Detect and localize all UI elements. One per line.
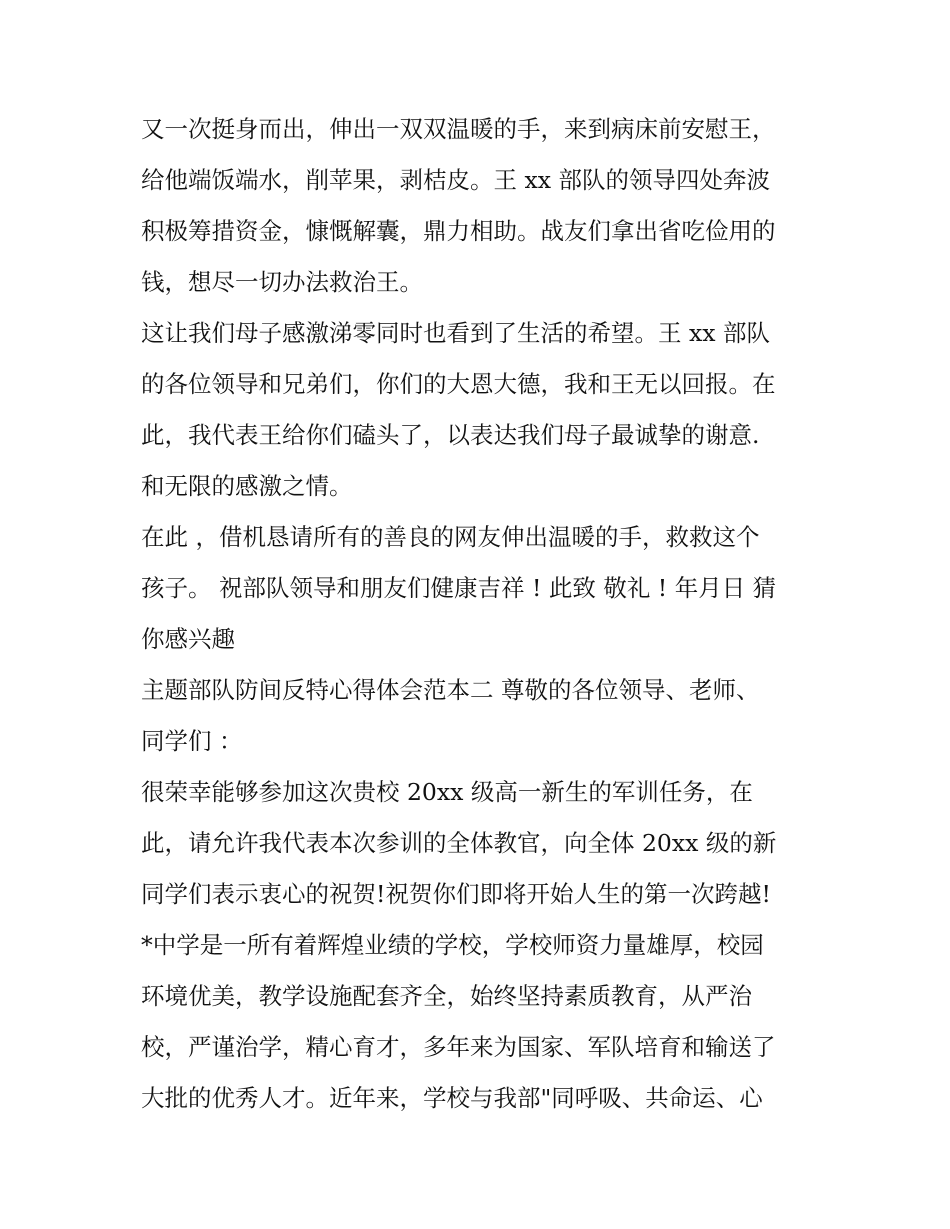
text-line-14: 很荣幸能够参加这次贵校 20xx 级高一新生的军训任务，在 <box>141 778 753 806</box>
text-line-3: 积极筹措资金，慷慨解囊，鼎力相助。战友们拿出省吃俭用的 <box>141 217 776 245</box>
text-line-16: 同学们表示衷心的祝贺!祝贺你们即将开始人生的第一次跨越! <box>141 880 771 908</box>
text-line-18: 环境优美，教学设施配套齐全，始终坚持素质教育，从严治 <box>141 982 752 1010</box>
text-line-7: 此，我代表王给你们磕头了，以表达我们母子最诚挚的谢意. <box>141 421 760 449</box>
text-line-5: 这让我们母子感激涕零同时也看到了生活的希望。王 xx 部队 <box>141 319 770 347</box>
text-line-10: 孩子。 祝部队领导和朋友们健康吉祥 ! 此致 敬礼 ! 年月日 猜 <box>141 574 777 602</box>
text-line-12: 主题部队防间反特心得体会范本二 尊敬的各位领导、老师、 <box>141 676 760 704</box>
document-body <box>141 104 821 1124</box>
text-line-20: 大批的优秀人才。近年来，学校与我部"同呼吸、共命运、心 <box>141 1084 763 1112</box>
text-line-6: 的各位领导和兄弟们，你们的大恩大德，我和王无以回报。在 <box>141 370 776 398</box>
text-line-19: 校，严谨治学，精心育才，多年来为国家、军队培育和输送了 <box>141 1033 776 1061</box>
text-line-2: 给他端饭端水，削苹果，剥桔皮。王 xx 部队的领导四处奔波 <box>141 166 770 194</box>
text-line-9: 在此 ，借机恳请所有的善良的网友伸出温暖的手，救救这个 <box>141 523 760 551</box>
text-line-13: 同学们 ： <box>141 727 243 755</box>
text-line-1: 又一次挺身而出，伸出一双双温暖的手，来到病床前安慰王， <box>141 115 776 143</box>
text-line-11: 你感兴趣 <box>141 625 235 653</box>
text-line-4: 钱，想尽一切办法救治王。 <box>141 268 423 296</box>
text-line-15: 此，请允许我代表本次参训的全体教官，向全体 20xx 级的新 <box>141 829 777 857</box>
text-line-8: 和无限的感激之情。 <box>141 472 353 500</box>
text-line-17: *中学是一所有着辉煌业绩的学校，学校师资力量雄厚，校园 <box>141 931 764 959</box>
